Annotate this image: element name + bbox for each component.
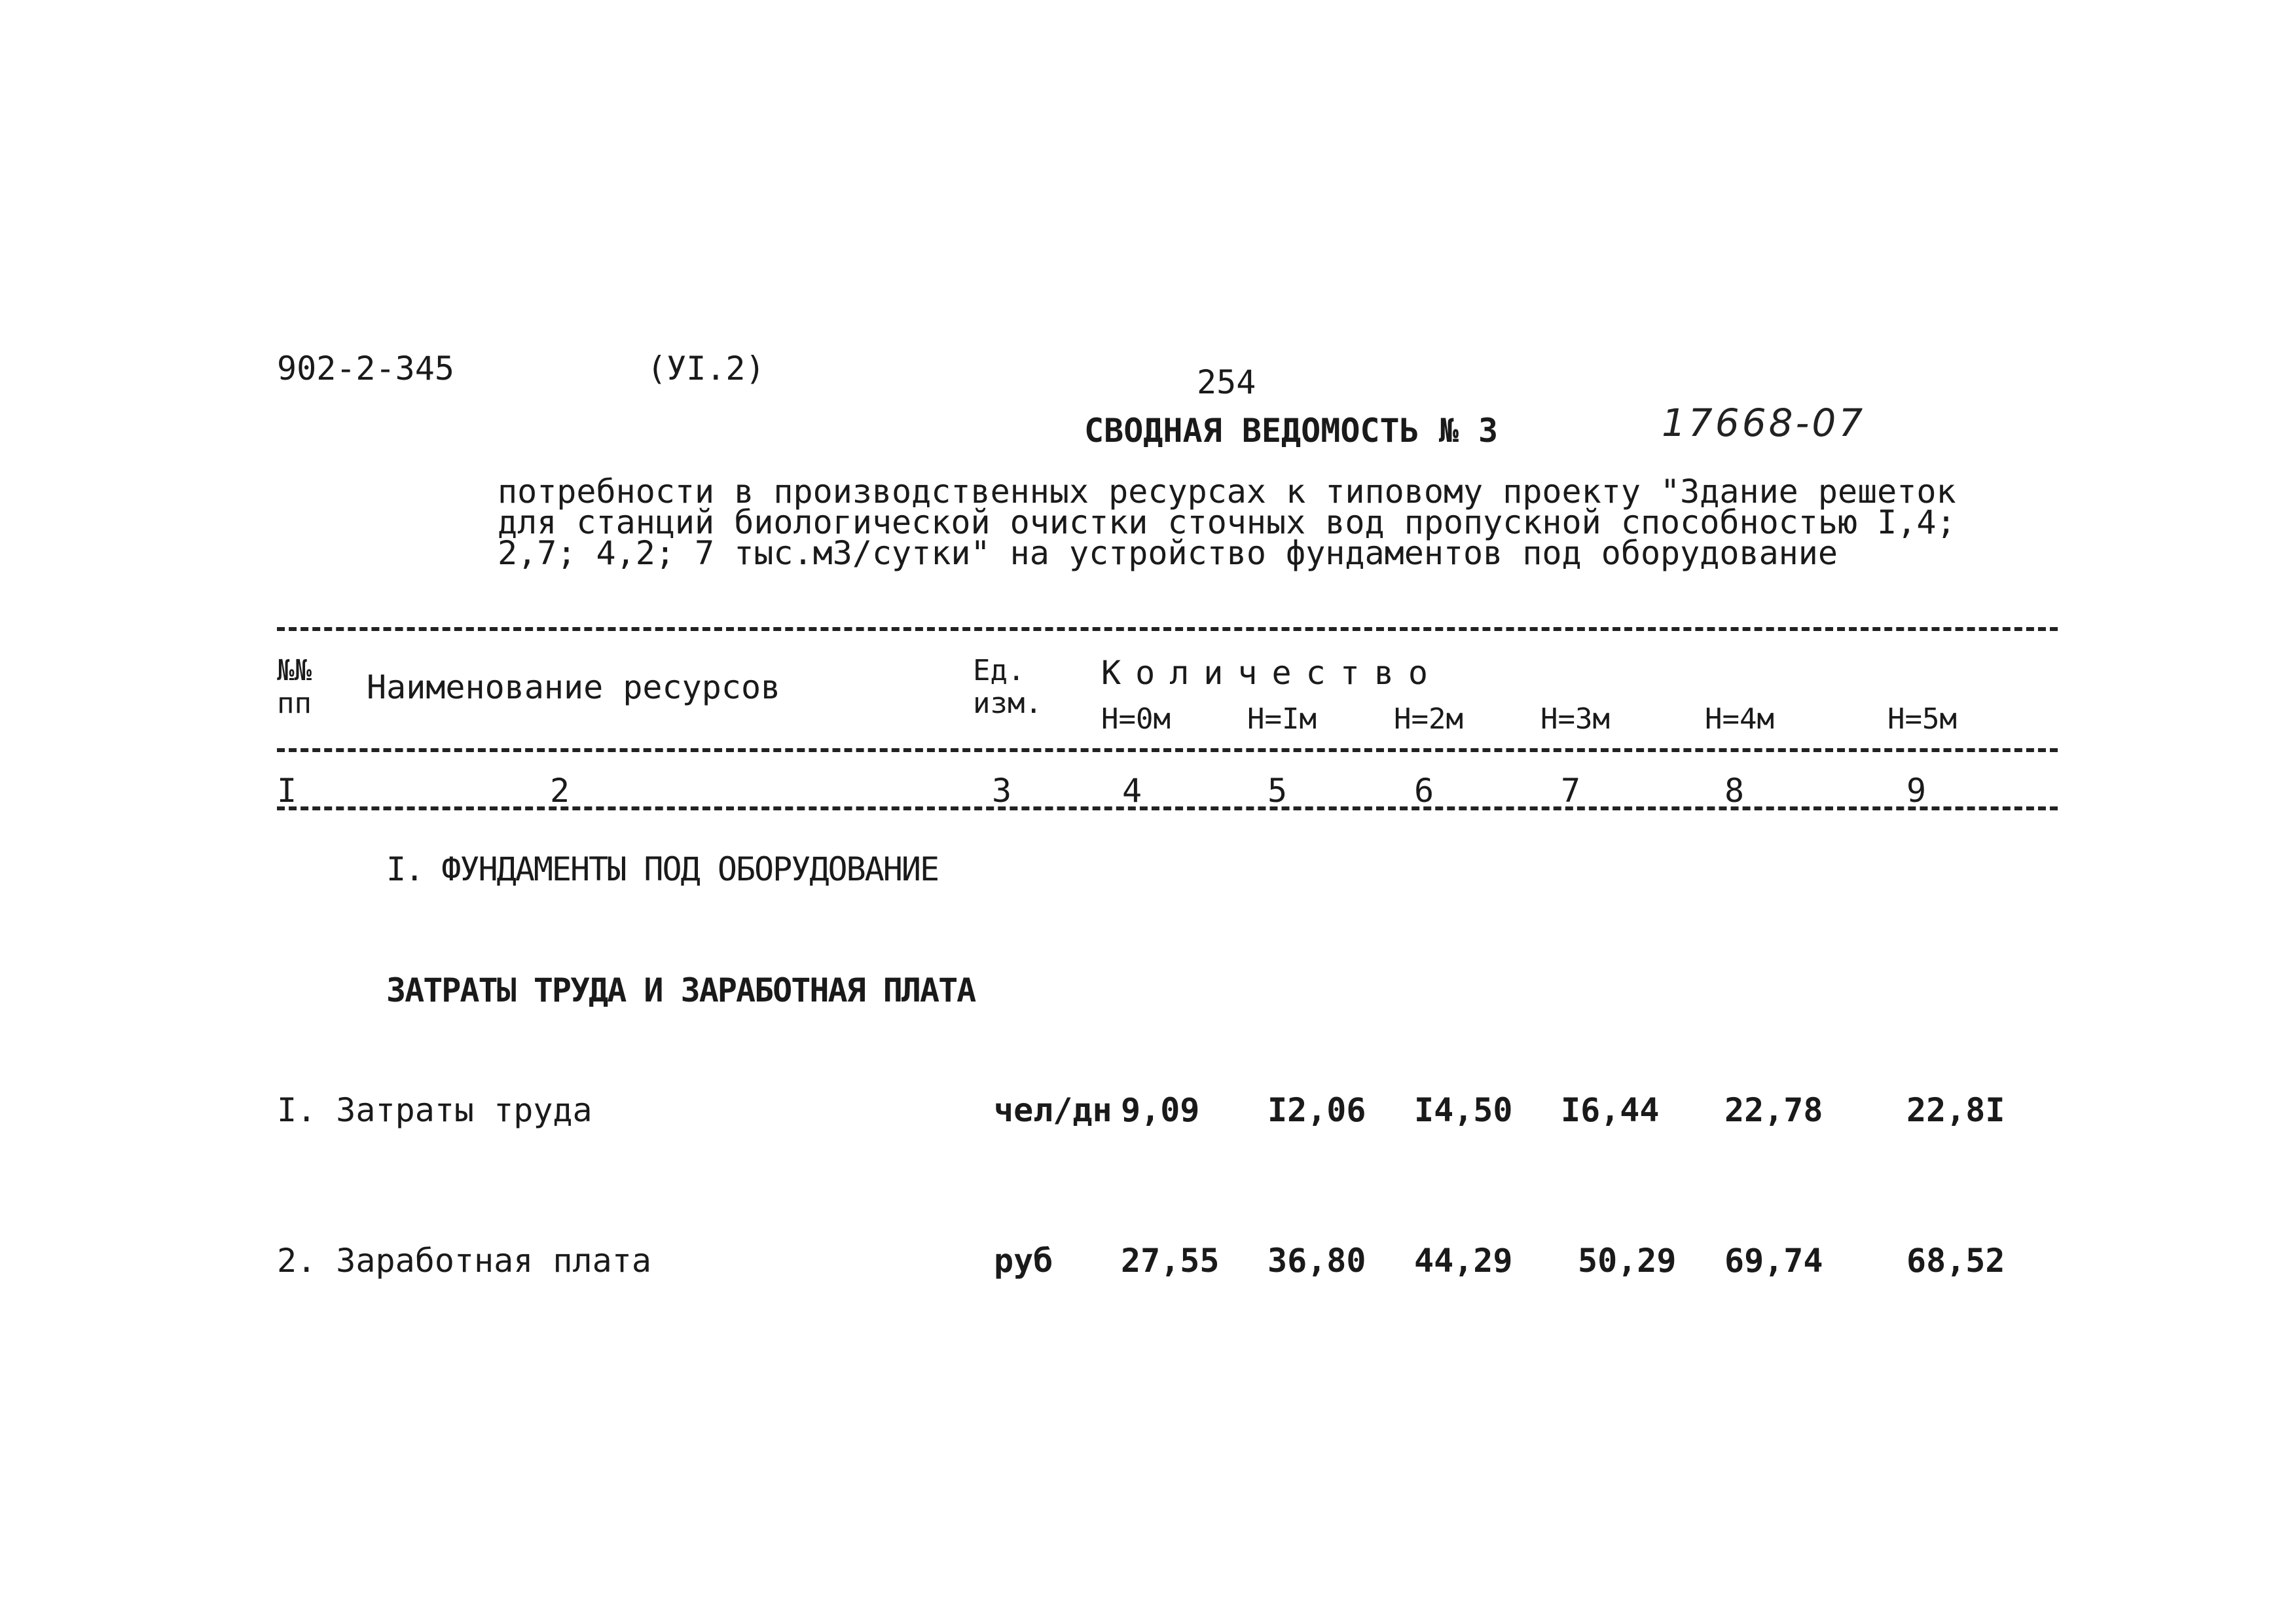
column-number-6: 6 [1414,772,1434,810]
column-number-8: 8 [1724,772,1745,810]
column-header-h5: Н=5м [1887,702,1957,736]
num-header-line1: №№ [277,654,312,687]
column-numbers-rule [277,806,2058,810]
section-code: (УI.2) [647,350,765,388]
table-top-rule [277,627,2058,631]
row-value: I2,06 [1267,1091,1366,1129]
column-number-7: 7 [1561,772,1581,810]
row-value: I6,44 [1561,1091,1660,1129]
row-name: I. Затраты труда [277,1091,592,1129]
table-header-rule [277,748,2058,752]
column-header-h2: Н=2м [1394,702,1463,736]
column-number-1: I [277,772,297,810]
intro-line: для станций биологической очистки сточных вод пропускной способностью I,4; [498,503,1956,541]
row-value: I4,50 [1414,1091,1513,1129]
column-number-5: 5 [1267,772,1288,810]
quantity-header: Количество [1101,654,1443,692]
subsection-title: ЗАТРАТЫ ТРУДА И ЗАРАБОТНАЯ ПЛАТА [386,971,975,1009]
row-value: 22,78 [1724,1091,1823,1129]
document-code: 902-2-345 [277,350,454,388]
row-value: 50,29 [1578,1242,1677,1280]
row-name: 2. Заработная плата [277,1242,651,1280]
column-number-4: 4 [1122,772,1142,810]
num-header [277,655,312,720]
column-header-h0: Н=0м [1101,702,1171,736]
section-title: I. ФУНДАМЕНТЫ ПОД ОБОРУДОВАНИЕ [386,850,939,888]
column-number-3: 3 [992,772,1012,810]
page-number: 254 [1197,363,1256,401]
intro-paragraph [498,473,1956,572]
document-title: СВОДНАЯ ВЕДОМОСТЬ № 3 [1084,412,1499,450]
column-header-h1: Н=Iм [1247,702,1317,736]
row-unit: чел/дн [994,1091,1112,1129]
unit-header-line2: изм. [973,687,1042,720]
row-unit: руб [994,1242,1053,1280]
column-header-h4: Н=4м [1705,702,1774,736]
handwritten-number: 17668-07 [1662,401,1866,445]
intro-line: 2,7; 4,2; 7 тыс.м3/сутки" на устройство фундаментов под оборудование [498,534,1838,572]
name-header: Наименование ресурсов [367,668,781,706]
row-value: 69,74 [1724,1242,1823,1280]
row-value: 9,09 [1121,1091,1200,1129]
row-value: 68,52 [1906,1242,2005,1280]
row-value: 22,8I [1906,1091,2005,1129]
column-number-2: 2 [550,772,570,810]
unit-header [973,655,1042,720]
column-header-h3: Н=3м [1540,702,1610,736]
row-value: 36,80 [1267,1242,1366,1280]
column-number-9: 9 [1906,772,1927,810]
row-value: 44,29 [1414,1242,1513,1280]
row-value: 27,55 [1121,1242,1220,1280]
num-header-line2: пп [277,687,312,720]
unit-header-line1: Ед. [973,654,1025,687]
intro-line: потребности в производственных ресурсах к типовому проекту "Здание решеток [498,473,1956,511]
